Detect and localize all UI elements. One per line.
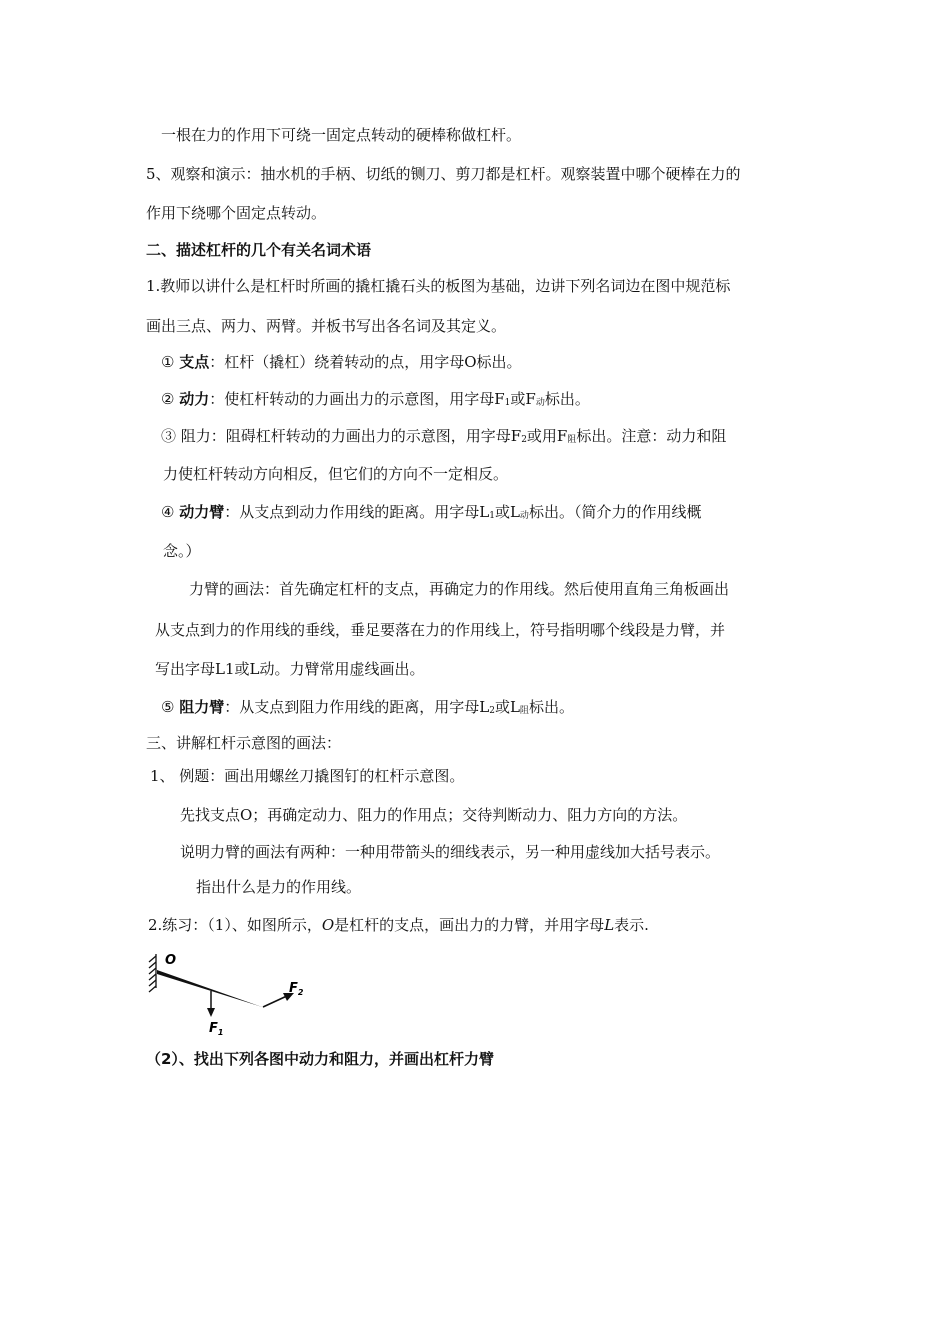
paragraph-observation: 5、观察和演示：抽水机的手柄、切纸的铡刀、剪刀都是杠杆。观察装置中哪个硬棒在力的 [146, 165, 741, 183]
term-definition: ：使杠杆转动的力画出力的示意图，用字母F [209, 390, 505, 408]
term-definition-b: 或L [494, 503, 520, 521]
subscript: 阻 [567, 435, 577, 445]
term-definition: ：杠杆（撬杠）绕着转动的点，用字母O标出。 [209, 353, 522, 371]
example-3: 说明力臂的画法有两种：一种用带箭头的细线表示，另一种用虚线加大括号表示。 [180, 843, 721, 861]
example-4: 指出什么是力的作用线。 [196, 878, 362, 896]
paragraph-lever-definition: 一根在力的作用下可绕一固定点转动的硬棒称做杠杆。 [161, 126, 522, 144]
arrow-f1 [207, 991, 215, 1017]
term-number: ⑤ [161, 698, 175, 716]
term-definition-c: 标出。注意：动力和阻 [576, 427, 727, 445]
subscript: 动 [535, 398, 545, 408]
paragraph-teacher: 1.教师以讲什么是杠杆时所画的撬杠撬石头的板图为基础，边讲下列名词边在图中规范标 [146, 277, 731, 295]
term-effort-arm-cont: 念。） [163, 542, 201, 560]
label-o: O [165, 953, 177, 968]
paragraph-arm-method-2: 从支点到力的作用线的垂线，垂足要落在力的作用线上，符号指明哪个线段是力臂，并 [155, 621, 726, 639]
term-definition: ③ 阻力：阻碍杠杆转动的力画出力的示意图，用字母F [161, 427, 522, 445]
subscript: 1 [504, 398, 511, 408]
label-f2: $F_2$ [289, 981, 304, 997]
wall-hatch [149, 954, 156, 992]
term-definition: ：从支点到动力作用线的距离。用字母L [224, 503, 490, 521]
paragraph-observation-cont: 作用下绕哪个固定点转动。 [146, 204, 327, 222]
term-number: ② [161, 390, 175, 408]
term-label: 支点 [179, 353, 210, 371]
term-fulcrum [161, 352, 522, 372]
example-2: 先找支点O；再确定动力、阻力的作用点；交待判断动力、阻力方向的方法。 [180, 806, 688, 824]
practice-text-b: 是杠杆的支点，画出力的力臂，并用字母 [334, 916, 605, 934]
term-definition-c: 标出。 [544, 390, 590, 408]
term-label: 阻力臂 [179, 698, 225, 716]
term-resistance-arm [161, 697, 574, 721]
section-heading-diagram: 三、讲解杠杆示意图的画法： [146, 734, 342, 752]
term-definition-c: 标出。 [528, 698, 574, 716]
subscript: 2 [489, 706, 495, 716]
term-number: ④ [161, 503, 175, 521]
paragraph-arm-method-3: 写出字母L1或L动。力臂常用虚线画出。 [155, 660, 425, 678]
practice-o: O [321, 916, 335, 934]
term-effort-arm [161, 502, 701, 526]
practice-text-c: 表示. [614, 916, 649, 934]
term-effort [161, 389, 590, 413]
paragraph-arm-method: 力臂的画法：首先确定杠杆的支点，再确定力的作用线。然后使用直角三角板画出 [189, 580, 730, 598]
term-definition: ：从支点到阻力作用线的距离，用字母L [224, 698, 490, 716]
practice-text: 2.练习：（1）、如图所示， [148, 916, 322, 934]
label-f1: $F_1$ [209, 1021, 224, 1036]
practice-l: L [604, 916, 615, 934]
term-label: 动力 [179, 390, 210, 408]
example-1: 1、 例题：画出用螺丝刀撬图钉的杠杆示意图。 [150, 767, 465, 785]
term-number: ① [161, 353, 175, 371]
subscript: 1 [489, 511, 495, 521]
practice-question-2: （2）、找出下列各图中动力和阻力，并画出杠杆力臂 [146, 1050, 494, 1068]
term-definition-c: 标出。（简介力的作用线概 [528, 503, 702, 521]
term-definition-b: 或用F [526, 427, 568, 445]
term-definition-b: 或L [494, 698, 520, 716]
practice-question-1 [148, 915, 649, 935]
section-heading-terms: 二、描述杠杆的几个有关名词术语 [146, 241, 372, 259]
lever-figure [147, 948, 307, 1036]
subscript: 动 [519, 511, 529, 521]
subscript: 阻 [519, 706, 529, 716]
term-label: 动力臂 [179, 503, 225, 521]
term-definition-b: 或F [510, 390, 536, 408]
subscript: 2 [521, 435, 527, 445]
term-resistance [161, 426, 726, 450]
term-resistance-cont: 力使杠杆转动方向相反，但它们的方向不一定相反。 [163, 465, 509, 483]
paragraph-teacher-cont: 画出三点、两力、两臂。并板书写出各名词及其定义。 [146, 317, 507, 335]
